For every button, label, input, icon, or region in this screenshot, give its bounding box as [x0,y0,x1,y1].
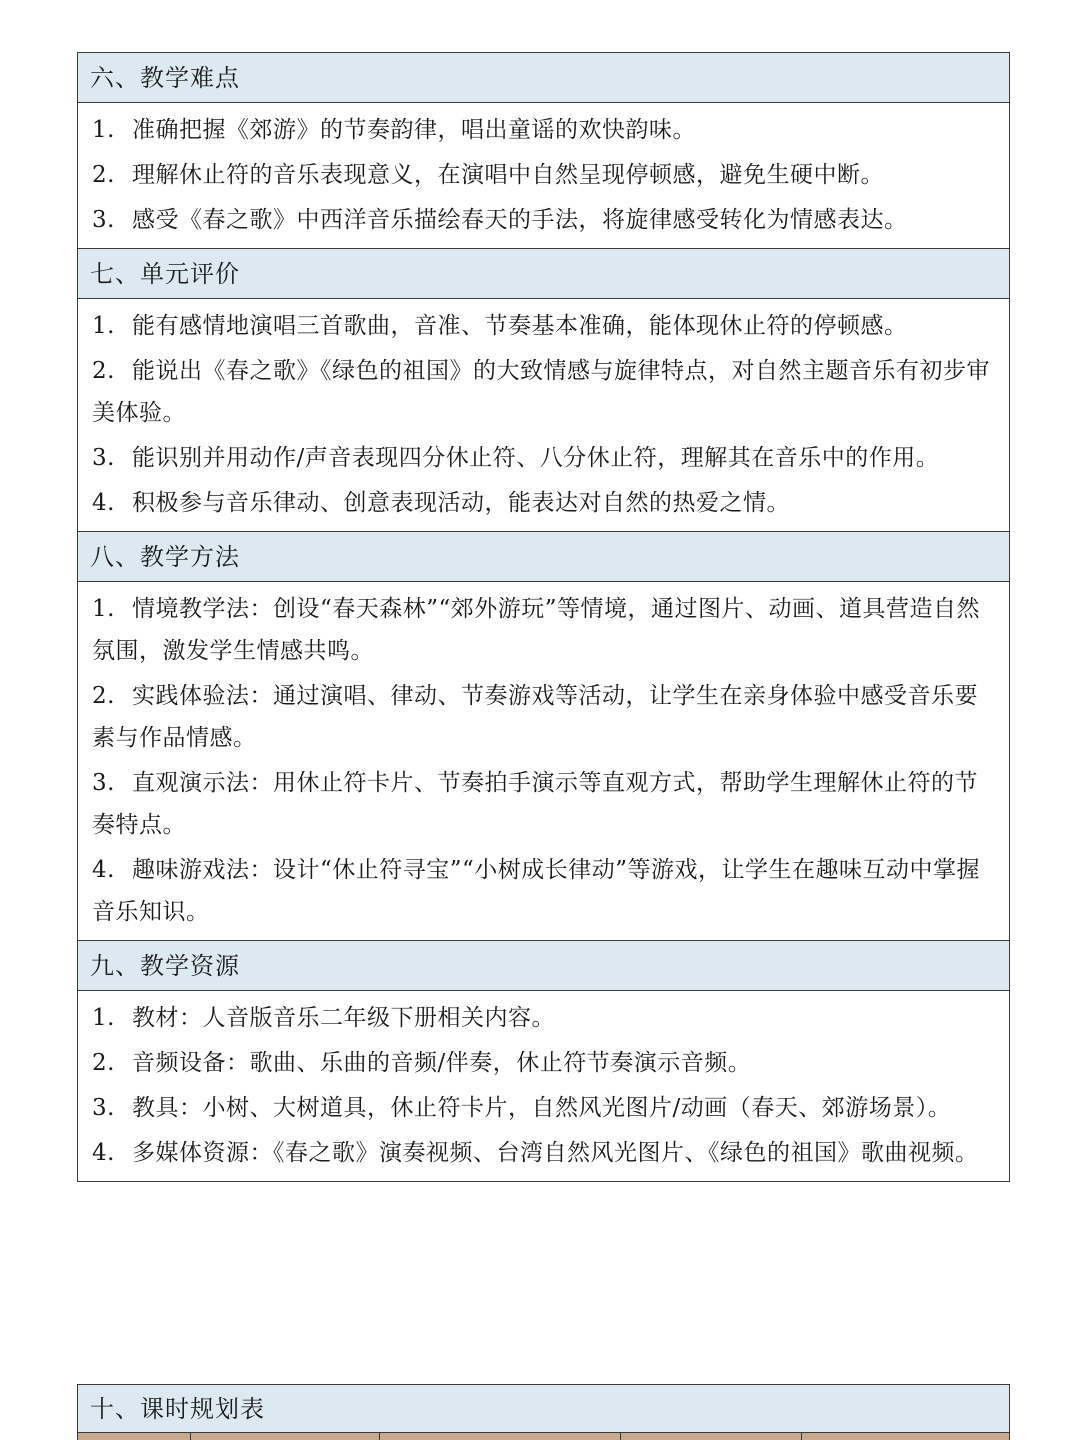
list-item: 4. 多媒体资源：《春之歌》演奏视频、台湾自然风光图片、《绿色的祖国》歌曲视频。 [92,1140,979,1166]
table-header-cell [191,1433,380,1440]
table-header-cell [621,1433,802,1440]
table-header-cell [380,1433,621,1440]
section-title-teaching-difficulties: 六、教学难点 [78,53,1009,103]
table-header-row [78,1433,1009,1440]
list-item: 1. 教材：人音版音乐二年级下册相关内容。 [92,1005,555,1031]
section-body-unit-evaluation [78,299,1009,532]
list-item: 1. 能有感情地演唱三首歌曲，音准、节奏基本准确，能体现休止符的停顿感。 [92,313,908,339]
section-body-teaching-methods [78,582,1009,941]
list-item: 1. 准确把握《郊游》的节奏韵律，唱出童谣的欢快韵味。 [92,117,696,143]
section-title-teaching-methods: 八、教学方法 [78,532,1009,582]
list-item: 3. 能识别并用动作/声音表现四分休止符、八分休止符，理解其在音乐中的作用。 [92,445,940,471]
list-item: 3. 感受《春之歌》中西洋音乐描绘春天的手法，将旋律感受转化为情感表达。 [92,207,908,233]
section-body-teaching-resources [78,991,1009,1182]
list-item: 1. 情境教学法：创设“春天森林”“郊外游玩”等情境，通过图片、动画、道具营造自然氛围，激发学生情感共鸣。 [92,596,981,664]
section-title-teaching-resources: 九、教学资源 [78,941,1009,991]
table-header-cell [78,1433,191,1440]
list-item: 2. 实践体验法：通过演唱、律动、节奏游戏等活动，让学生在亲身体验中感受音乐要素与作品情感。 [92,683,978,751]
section-title-unit-evaluation: 七、单元评价 [78,249,1009,299]
table-header-cell [802,1433,1009,1440]
list-item: 4. 积极参与音乐律动、创意表现活动，能表达对自然的热爱之情。 [92,490,790,516]
list-item: 3. 直观演示法：用休止符卡片、节奏拍手演示等直观方式，帮助学生理解休止符的节奏特点。 [92,770,978,838]
list-item: 2. 音频设备：歌曲、乐曲的音频/伴奏，休止符节奏演示音频。 [92,1050,752,1076]
list-item: 3. 教具：小树、大树道具，休止符卡片，自然风光图片/动画（春天、郊游场景）。 [92,1095,952,1121]
section-body-teaching-difficulties [78,103,1009,249]
section-title-lesson-schedule: 十、课时规划表 [78,1385,1009,1433]
lesson-plan-table [77,52,1010,1182]
list-item: 4. 趣味游戏法：设计“休止符寻宝”“小树成长律动”等游戏，让学生在趣味互动中掌握音乐知识。 [92,857,981,925]
lesson-schedule-table [77,1384,1010,1440]
list-item: 2. 理解休止符的音乐表现意义，在演唱中自然呈现停顿感，避免生硬中断。 [92,162,884,188]
list-item: 2. 能说出《春之歌》《绿色的祖国》的大致情感与旋律特点，对自然主题音乐有初步审美体验。 [92,358,990,426]
